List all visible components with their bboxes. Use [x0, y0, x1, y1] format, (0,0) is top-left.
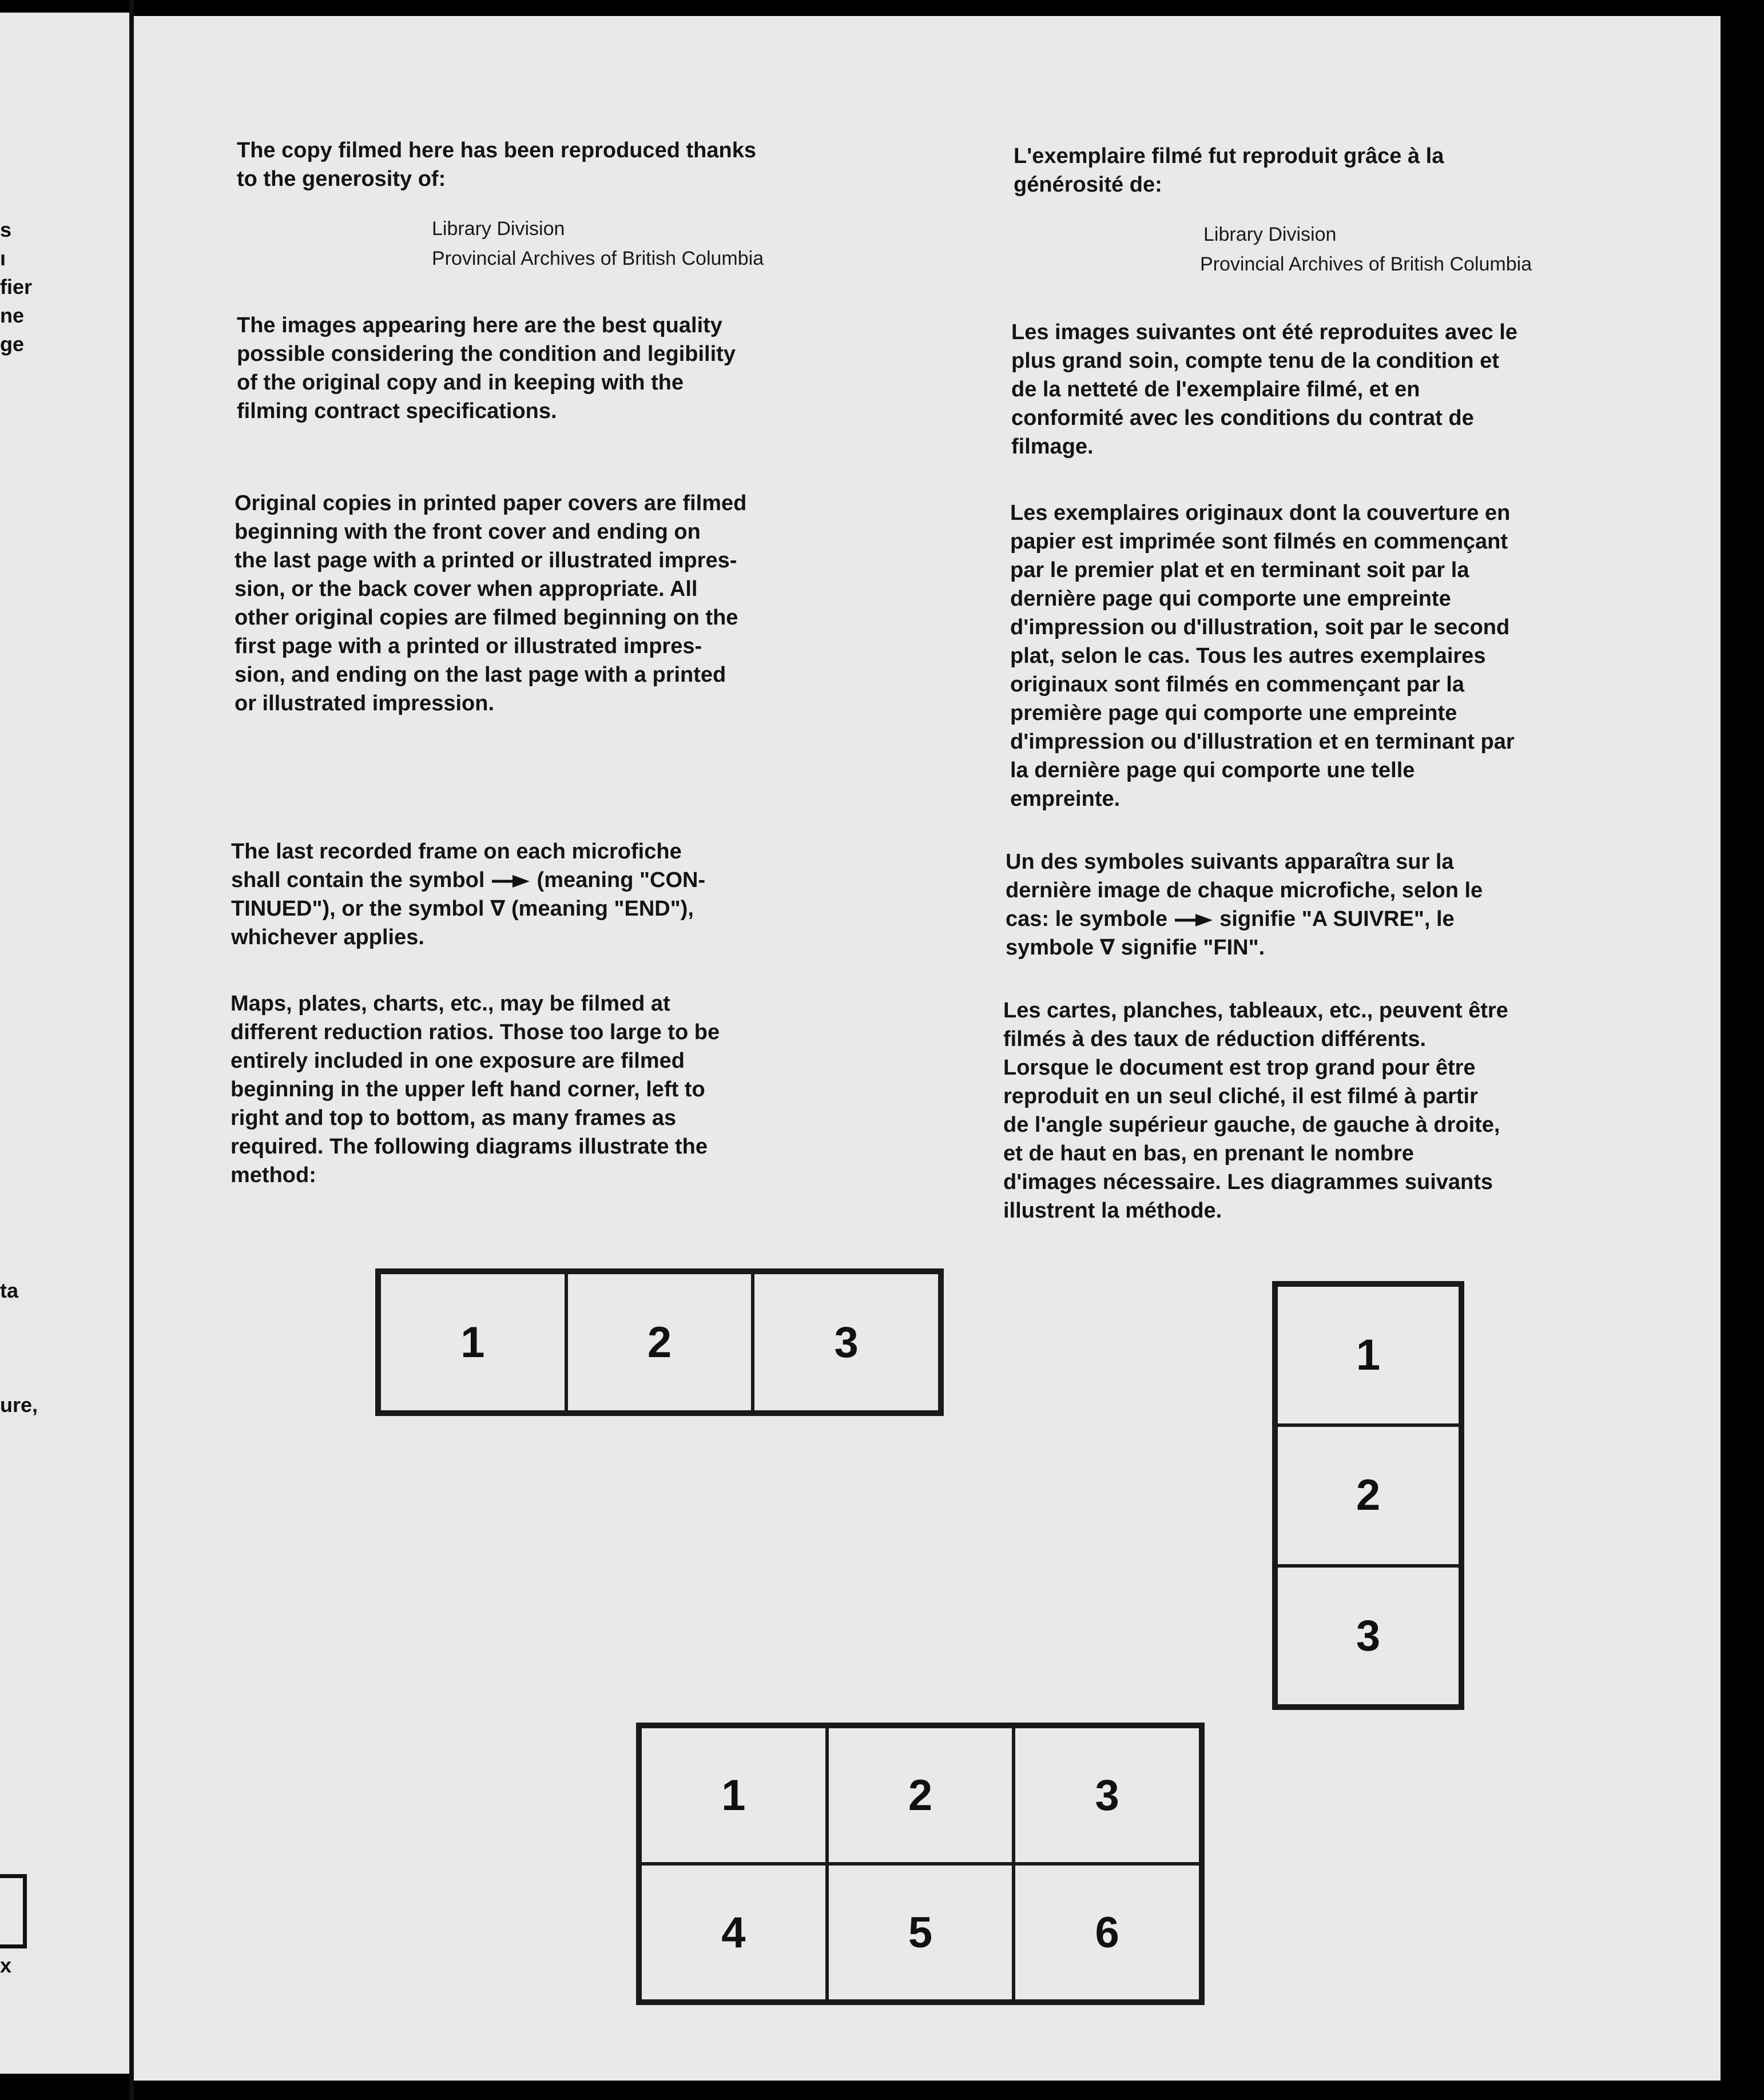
frame-cell: 3	[1014, 1727, 1201, 1864]
vertical-frame-diagram	[1272, 1281, 1464, 1710]
text-line: beginning in the upper left hand corner, left to	[231, 1077, 705, 1101]
fr-quality-paragraph	[1011, 318, 1517, 461]
text-line: papier est imprimée sont filmés en commençant	[1010, 530, 1508, 554]
frame-cell: 2	[827, 1727, 1014, 1864]
left-fragment: ure,	[0, 1393, 38, 1417]
text-line	[231, 894, 705, 923]
text-line	[1006, 905, 1483, 933]
continued-arrow-icon	[1174, 912, 1214, 929]
text-line: L'exemplaire filmé fut reproduit grâce à la	[1014, 144, 1444, 168]
text-line: to the generosity of:	[237, 167, 446, 191]
end-triangle-icon: ∇	[1099, 936, 1115, 960]
left-page-strip	[0, 13, 129, 2074]
frame-cell: 3	[1276, 1566, 1460, 1706]
text-line: sion, and ending on the last page with a printed	[235, 663, 726, 687]
text-line: dernière page qui comporte une empreinte	[1010, 587, 1451, 611]
text-line: filmés à des taux de réduction différents.	[1003, 1027, 1427, 1051]
frame-cell: 6	[1014, 1864, 1201, 2001]
text-span: symbole	[1006, 936, 1094, 960]
text-line: Maps, plates, charts, etc., may be filmed at	[231, 992, 670, 1016]
text-line: filmage.	[1011, 435, 1094, 459]
text-line: la dernière page qui comporte une telle	[1010, 758, 1415, 782]
left-fragment-box	[0, 1874, 27, 1948]
frame-cell: 2	[566, 1272, 753, 1412]
text-line: plus grand soin, compte tenu de la condition et	[1011, 349, 1499, 373]
text-line: Library Division	[432, 218, 565, 240]
text-line: Les cartes, planches, tableaux, etc., peuvent être	[1003, 999, 1508, 1023]
text-line: d'impression ou d'illustration, soit par le second	[1010, 615, 1510, 639]
en-quality-paragraph	[237, 311, 736, 425]
continued-arrow-icon	[491, 873, 531, 890]
text-line: method:	[231, 1163, 316, 1187]
en-credit-institution	[432, 214, 764, 273]
text-line: dernière image de chaque microfiche, selon le	[1006, 878, 1483, 902]
fr-original-paragraph	[1010, 499, 1515, 813]
text-line: whichever applies.	[231, 925, 424, 949]
text-span: shall contain the symbol	[231, 868, 485, 892]
text-line: Library Division	[1203, 224, 1337, 245]
text-line: beginning with the front cover and ending on	[235, 520, 701, 544]
text-span: signifie "FIN".	[1121, 936, 1265, 960]
text-span: TINUED"), or the symbol	[231, 897, 484, 921]
text-line: sion, or the back cover when appropriate. All	[235, 577, 698, 601]
text-line: of the original copy and in keeping with the	[237, 371, 684, 395]
en-symbol-paragraph	[231, 837, 705, 952]
text-span: (meaning "END"),	[511, 897, 694, 921]
grid-frame-diagram	[636, 1723, 1205, 2005]
frame-cell: 3	[753, 1272, 940, 1412]
text-line: The copy filmed here has been reproduced thanks	[237, 138, 757, 162]
text-line: The images appearing here are the best quality	[237, 313, 722, 337]
text-line: conformité avec les conditions du contrat de	[1011, 406, 1474, 430]
text-line: entirely included in one exposure are filmed	[231, 1049, 685, 1073]
text-line: première page qui comporte une empreinte	[1010, 701, 1457, 725]
fr-credit-intro	[1014, 142, 1444, 199]
text-line: Provincial Archives of British Columbia	[1200, 253, 1532, 275]
fr-maps-paragraph	[1003, 996, 1508, 1225]
text-line: The last recorded frame on each microfiche	[231, 840, 682, 864]
text-line: filming contract specifications.	[237, 399, 557, 423]
text-line: Provincial Archives of British Columbia	[432, 248, 764, 269]
text-line: or illustrated impression.	[235, 691, 494, 715]
text-line: plat, selon le cas. Tous les autres exemplaires	[1010, 644, 1486, 668]
text-line: par le premier plat et en terminant soit par la	[1010, 558, 1469, 582]
text-line: générosité de:	[1014, 173, 1162, 197]
text-line: de la netteté de l'exemplaire filmé, et en	[1011, 377, 1420, 401]
left-fragment: ge	[0, 332, 25, 356]
left-fragment: ı	[0, 246, 6, 270]
text-line: d'images nécessaire. Les diagrammes suivants	[1003, 1170, 1493, 1194]
page-divider	[129, 0, 134, 2100]
left-fragment: s	[0, 218, 12, 241]
text-line: et de haut en bas, en prenant le nombre	[1003, 1142, 1414, 1166]
en-maps-paragraph	[231, 989, 720, 1190]
text-span: (meaning "CON-	[537, 868, 706, 892]
fr-symbol-paragraph	[1006, 848, 1483, 962]
text-line: Un des symboles suivants apparaîtra sur la	[1006, 850, 1454, 874]
left-fragment: ne	[0, 304, 25, 327]
text-span: cas: le symbole	[1006, 907, 1168, 931]
frame-cell: 1	[1276, 1285, 1460, 1425]
frame-cell: 4	[640, 1864, 827, 2001]
horizontal-frame-diagram	[375, 1268, 944, 1416]
text-line: first page with a printed or illustrated impres-	[235, 634, 702, 658]
frame-cell: 1	[379, 1272, 566, 1412]
text-line: other original copies are filmed beginning on the	[235, 606, 738, 630]
text-span: signifie "A SUIVRE", le	[1219, 907, 1455, 931]
frame-cell: 2	[1276, 1425, 1460, 1565]
text-line	[1006, 933, 1483, 962]
text-line: required. The following diagrams illustrate the	[231, 1135, 708, 1159]
text-line: de l'angle supérieur gauche, de gauche à droite,	[1003, 1113, 1500, 1137]
end-triangle-icon: ∇	[490, 897, 506, 921]
left-fragment: x	[0, 1954, 12, 1977]
text-line: the last page with a printed or illustrated impres-	[235, 548, 737, 572]
text-line: Lorsque le document est trop grand pour être	[1003, 1056, 1476, 1080]
text-line: originaux sont filmés en commençant par la	[1010, 673, 1464, 697]
text-line: right and top to bottom, as many frames as	[231, 1106, 677, 1130]
left-fragment: ta	[0, 1279, 19, 1302]
text-line: illustrent la méthode.	[1003, 1199, 1222, 1223]
text-line: d'impression ou d'illustration et en terminant par	[1010, 730, 1515, 754]
text-line: Les images suivantes ont été reproduites avec le	[1011, 320, 1517, 344]
left-fragment: fier	[0, 275, 33, 299]
frame-cell: 5	[827, 1864, 1014, 2001]
en-original-paragraph	[235, 489, 746, 718]
frame-cell: 1	[640, 1727, 827, 1864]
en-credit-intro	[237, 136, 756, 193]
fr-credit-institution	[1200, 220, 1532, 279]
text-line: reproduit en un seul cliché, il est filmé à partir	[1003, 1084, 1478, 1108]
text-line: possible considering the condition and legibility	[237, 342, 736, 366]
text-line: different reduction ratios. Those too large to be	[231, 1020, 720, 1044]
text-line: empreinte.	[1010, 787, 1121, 811]
text-line: Original copies in printed paper covers are filmed	[235, 491, 747, 515]
text-line: Les exemplaires originaux dont la couverture en	[1010, 501, 1511, 525]
text-line	[231, 866, 705, 894]
